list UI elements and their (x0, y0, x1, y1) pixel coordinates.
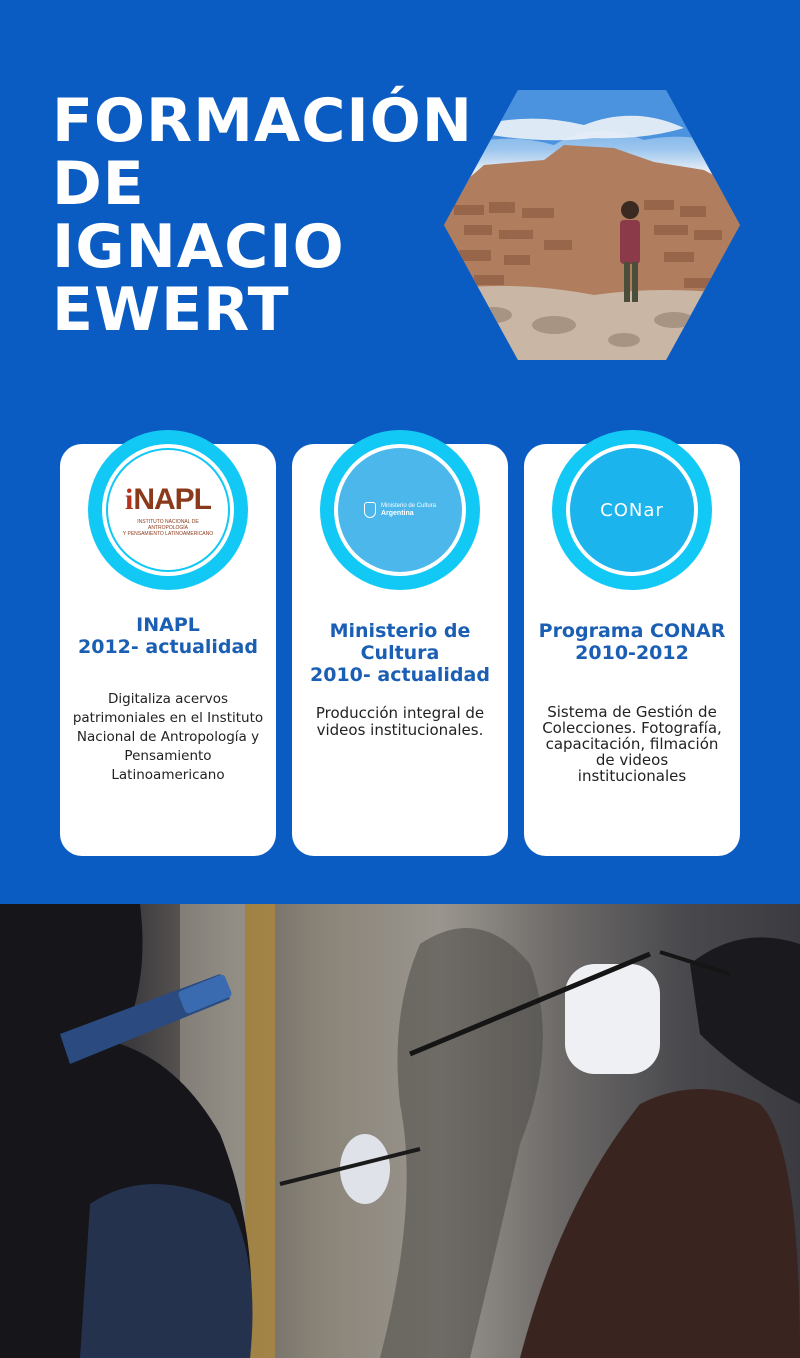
title-line-3: IGNACIO (52, 212, 345, 282)
ministerio-logo: Ministerio de Cultura Argentina (364, 502, 436, 518)
card-description-ministerio: Producción integral de videos institucionales. (315, 704, 485, 739)
card-title-conar: Programa CONAR 2010-2012 (538, 620, 726, 664)
title-line-1: FORMACIÓN (52, 86, 473, 156)
card-description-inapl: Digitaliza acervos patrimoniales en el Instituto Nacional de Antropología y Pensamiento Latinoamericano (72, 691, 264, 783)
title-line-4: EWERT (52, 275, 290, 345)
inapl-logo: i NAPL (124, 483, 211, 516)
restoration-photo-illustration (0, 904, 800, 1358)
ruins-photo-illustration (444, 90, 740, 360)
card-title-ministerio: Ministerio de Cultura 2010- actualidad (310, 620, 490, 686)
portrait-hexagon-photo (444, 90, 740, 360)
card-description-conar: Sistema de Gestión de Colecciones. Fotografía, capacitación, filmación de videos institucionales (542, 703, 722, 785)
card-title-inapl: INAPL 2012- actualidad (78, 614, 258, 658)
conar-logo: CONar (600, 499, 664, 521)
page-title (52, 86, 473, 345)
inapl-logo-subtitle: INSTITUTO NACIONAL DE ANTROPOLOGÍA Y PENSAMIENTO LATINOAMERICANO (122, 519, 214, 537)
conar-logo-ring (552, 430, 712, 590)
inapl-logo-ring (88, 430, 248, 590)
title-line-2: DE (52, 149, 145, 219)
shield-icon (364, 502, 376, 518)
ministerio-logo-ring (320, 430, 480, 590)
restoration-work-photo (0, 904, 800, 1358)
